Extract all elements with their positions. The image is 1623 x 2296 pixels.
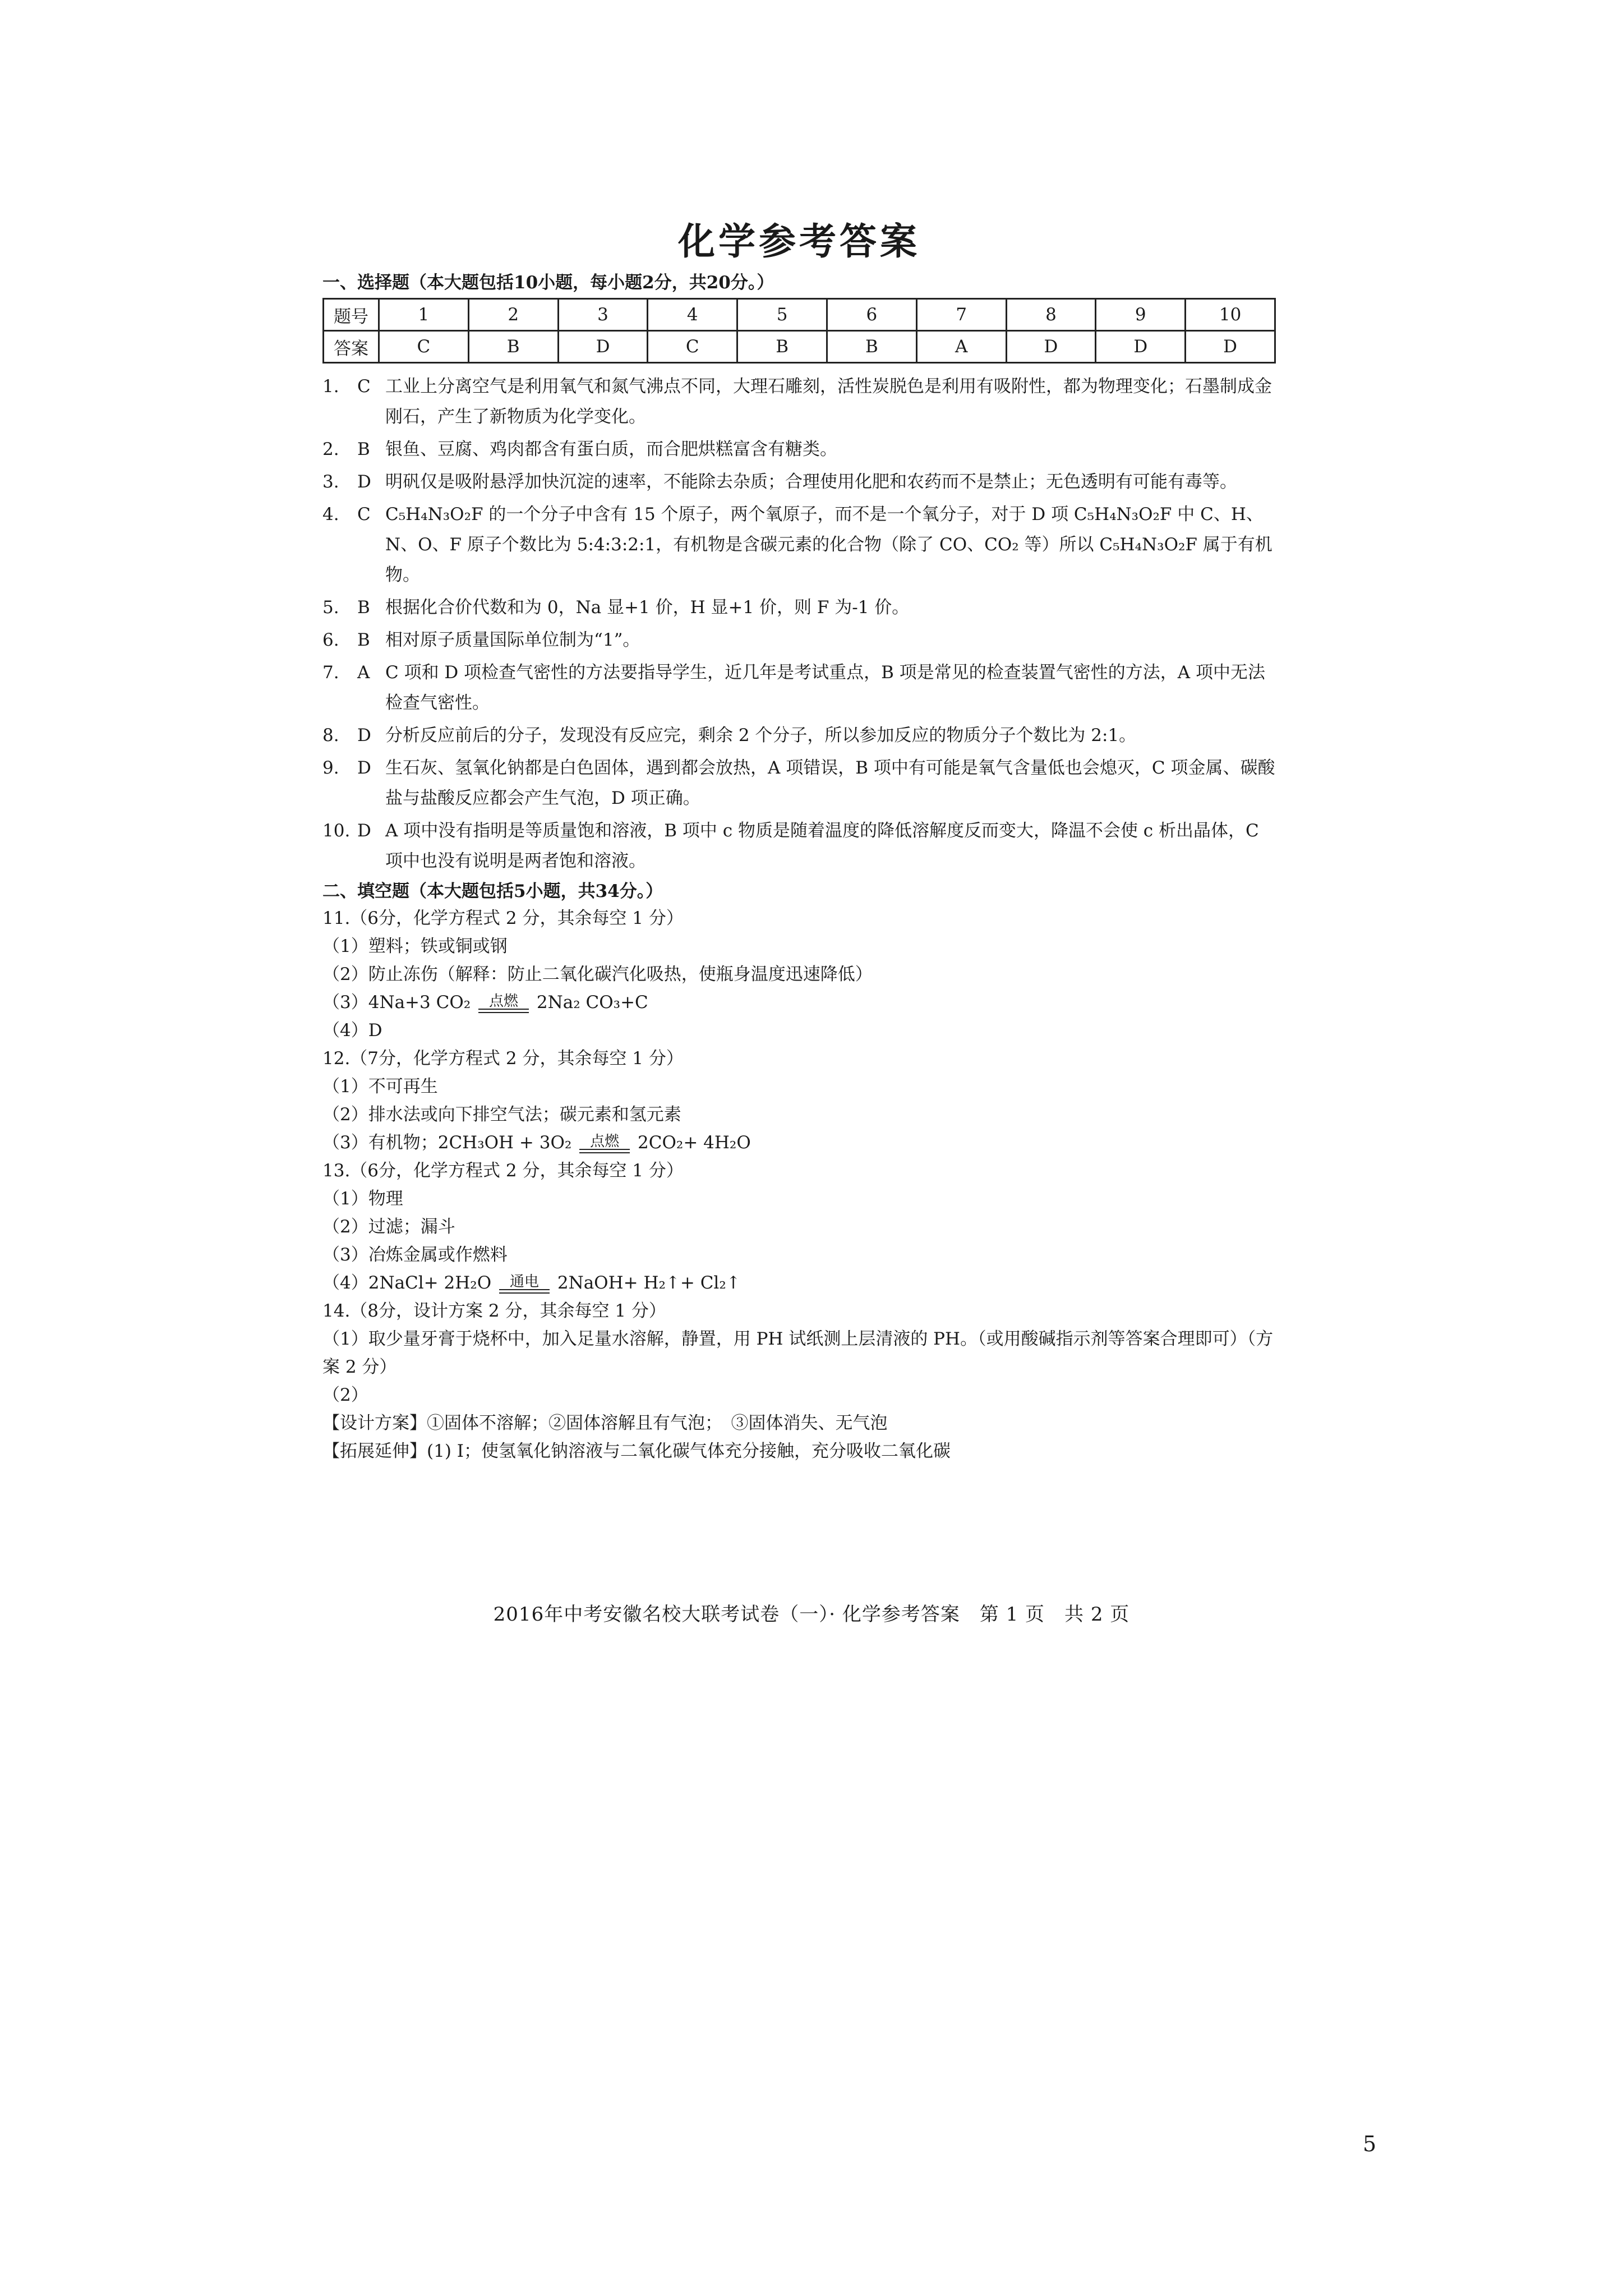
explanation-item bbox=[322, 592, 1276, 623]
equation-arrow bbox=[499, 1274, 550, 1294]
answer-line: （4）D bbox=[322, 1020, 382, 1041]
item-number: 7. bbox=[322, 662, 339, 683]
item-number: 9. bbox=[322, 758, 339, 778]
reaction-condition: 通电 bbox=[509, 1273, 539, 1290]
equation-reactants: （3）4Na+3 CO₂ bbox=[322, 992, 471, 1013]
table-cell: 7 bbox=[916, 299, 1006, 331]
page-footer: 2016年中考安徽名校大联考试卷（一）· 化学参考答案 第 1 页 共 2 页 bbox=[493, 1603, 1130, 1626]
table-cell: B bbox=[737, 331, 827, 363]
item-letter: B bbox=[357, 439, 370, 459]
explanation-item bbox=[322, 816, 1276, 876]
item-text: C₅H₄N₃O₂F 的一个分子中含有 15 个原子，两个氧原子，而不是一个氧分子，对于 D 项 C₅H₄N₃O₂F 中 C、H、N、O、F 原子个数比为 5:4:3:2:1，有机物是含碳元素的化合物（除了 CO、CO₂ 等）所以 C₅H₄N₃O₂F 属于有机物。 bbox=[385, 504, 1272, 585]
explanation-item bbox=[322, 467, 1276, 497]
item-number: 8. bbox=[322, 725, 339, 746]
answer-line: （2）防止冻伤（解释：防止二氧化碳汽化吸热，使瓶身温度迅速降低） bbox=[322, 964, 873, 984]
item-letter: D bbox=[357, 758, 371, 778]
section-multiple-choice-heading: 一、选择题（本大题包括10小题，每小题2分，共20分。） bbox=[322, 273, 774, 293]
explanation-item bbox=[322, 625, 1276, 655]
equation-products: 2Na₂ CO₃+C bbox=[536, 992, 648, 1013]
item-number: 1. bbox=[322, 376, 339, 397]
item-text: 明矾仅是吸附悬浮加快沉淀的速率，不能除去杂质；合理使用化肥和农药而不是禁止；无色透明有可能有毒等。 bbox=[385, 472, 1237, 492]
equation-line bbox=[322, 988, 1276, 1016]
question-heading: 12.（7分，化学方程式 2 分，其余每空 1 分） bbox=[322, 1048, 684, 1069]
item-letter: D bbox=[357, 725, 371, 746]
question-heading: 13.（6分，化学方程式 2 分，其余每空 1 分） bbox=[322, 1161, 684, 1181]
reaction-condition: 点燃 bbox=[489, 992, 519, 1010]
explanation-item bbox=[322, 434, 1276, 464]
question-13 bbox=[322, 1157, 1276, 1297]
page-title: 化学参考答案 bbox=[678, 219, 920, 263]
page-number: 5 bbox=[1363, 2132, 1377, 2156]
explanation-item bbox=[322, 753, 1276, 813]
item-text: 工业上分离空气是利用氧气和氮气沸点不同，大理石雕刻，活性炭脱色是利用有吸附性，都为物理变化；石墨制成金刚石，产生了新物质为化学变化。 bbox=[385, 376, 1272, 427]
table-cell: 10 bbox=[1186, 299, 1275, 331]
question-14 bbox=[322, 1297, 1276, 1465]
item-number: 2. bbox=[322, 439, 339, 459]
item-text: 相对原子质量国际单位制为“1”。 bbox=[385, 630, 640, 650]
item-letter: A bbox=[357, 662, 370, 683]
table-cell: C bbox=[379, 331, 469, 363]
item-text: A 项中没有指明是等质量饱和溶液，B 项中 c 物质是随着温度的降低溶解度反而变大，降温不会使 c 析出晶体，C 项中也没有说明是两者饱和溶液。 bbox=[385, 821, 1259, 871]
question-12 bbox=[322, 1045, 1276, 1157]
table-cell: D bbox=[558, 331, 648, 363]
equation-line bbox=[322, 1269, 1276, 1297]
equation-reactants: （4）2NaCl+ 2H₂O bbox=[322, 1273, 492, 1293]
answer-line: （2）排水法或向下排空气法；碳元素和氢元素 bbox=[322, 1105, 681, 1125]
item-number: 10. bbox=[322, 821, 351, 841]
item-text: 生石灰、氢氧化钠都是白色固体，遇到都会放热，A 项错误，B 项中有可能是氧气含量低也会熄灭，C 项金属、碳酸盐与盐酸反应都会产生气泡，D 项正确。 bbox=[385, 758, 1275, 808]
answer-line: （2） bbox=[322, 1385, 368, 1405]
table-cell: 3 bbox=[558, 299, 648, 331]
table-cell: D bbox=[1186, 331, 1275, 363]
section-fill-in-heading: 二、填空题（本大题包括5小题，共34分。） bbox=[322, 881, 663, 901]
table-cell: B bbox=[827, 331, 916, 363]
answer-line: （3）冶炼金属或作燃料 bbox=[322, 1245, 508, 1265]
explanation-item bbox=[322, 720, 1276, 751]
reaction-condition: 点燃 bbox=[590, 1133, 620, 1150]
design-plan-line: 【设计方案】①固体不溶解；②固体溶解且有气泡； ③固体消失、无气泡 bbox=[322, 1413, 888, 1433]
item-letter: B bbox=[357, 597, 370, 618]
item-number: 4. bbox=[322, 504, 339, 524]
table-header-cell: 题号 bbox=[324, 299, 379, 331]
table-cell: 2 bbox=[468, 299, 558, 331]
item-letter: B bbox=[357, 630, 370, 650]
table-row-answers bbox=[324, 331, 1275, 363]
item-number: 6. bbox=[322, 630, 339, 650]
item-text: C 项和 D 项检查气密性的方法要指导学生，近几年是考试重点，B 项是常见的检查装置气密性的方法，A 项中无法检查气密性。 bbox=[385, 662, 1266, 713]
answer-line: （1）不可再生 bbox=[322, 1076, 438, 1097]
item-letter: C bbox=[357, 376, 371, 397]
item-number: 3. bbox=[322, 472, 339, 492]
equation-line bbox=[322, 1129, 1276, 1157]
table-cell: 4 bbox=[648, 299, 737, 331]
answer-line: （1）物理 bbox=[322, 1189, 403, 1209]
item-letter: C bbox=[357, 504, 371, 524]
table-cell: 5 bbox=[737, 299, 827, 331]
table-cell: 9 bbox=[1096, 299, 1186, 331]
extension-line: 【拓展延伸】(1) Ⅰ；使氢氧化钠溶液与二氧化碳气体充分接触，充分吸收二氧化碳 bbox=[322, 1441, 951, 1461]
explanation-list bbox=[322, 371, 1276, 876]
explanation-item bbox=[322, 371, 1276, 432]
answer-line: （1）取少量牙膏于烧杯中，加入足量水溶解，静置，用 PH 试纸测上层清液的 PH。（或用酸碱指示剂等答案合理即可）（方案 2 分） bbox=[322, 1329, 1274, 1377]
answer-line: （1）塑料；铁或铜或钢 bbox=[322, 936, 508, 956]
table-cell: D bbox=[1096, 331, 1186, 363]
table-cell: B bbox=[468, 331, 558, 363]
answer-document bbox=[322, 216, 1276, 1465]
table-cell: 1 bbox=[379, 299, 469, 331]
item-letter: D bbox=[357, 821, 371, 841]
item-number: 5. bbox=[322, 597, 339, 618]
equation-arrow bbox=[579, 1134, 630, 1153]
question-heading: 14.（8分，设计方案 2 分，其余每空 1 分） bbox=[322, 1301, 666, 1321]
table-cell: D bbox=[1006, 331, 1096, 363]
table-cell: 6 bbox=[827, 299, 916, 331]
table-row-numbers bbox=[324, 299, 1275, 331]
question-heading: 11.（6分，化学方程式 2 分，其余每空 1 分） bbox=[322, 908, 684, 928]
item-text: 根据化合价代数和为 0，Na 显+1 价，H 显+1 价，则 F 为-1 价。 bbox=[385, 597, 910, 618]
item-letter: D bbox=[357, 472, 371, 492]
equation-products: 2CO₂+ 4H₂O bbox=[638, 1133, 751, 1153]
equation-arrow bbox=[478, 994, 529, 1013]
table-cell: 8 bbox=[1006, 299, 1096, 331]
item-text: 分析反应前后的分子，发现没有反应完，剩余 2 个分子，所以参加反应的物质分子个数比为 2:1。 bbox=[385, 725, 1137, 746]
question-11 bbox=[322, 904, 1276, 1045]
equation-reactants: （3）有机物；2CH₃OH + 3O₂ bbox=[322, 1133, 572, 1153]
explanation-item bbox=[322, 499, 1276, 590]
table-header-cell: 答案 bbox=[324, 331, 379, 363]
answer-line: （2）过滤；漏斗 bbox=[322, 1217, 455, 1237]
table-cell: C bbox=[648, 331, 737, 363]
item-text: 银鱼、豆腐、鸡肉都含有蛋白质，而合肥烘糕富含有糖类。 bbox=[385, 439, 837, 459]
explanation-item bbox=[322, 657, 1276, 718]
equation-products: 2NaOH+ H₂↑+ Cl₂↑ bbox=[557, 1273, 741, 1293]
table-cell: A bbox=[916, 331, 1006, 363]
answer-table bbox=[322, 298, 1276, 364]
